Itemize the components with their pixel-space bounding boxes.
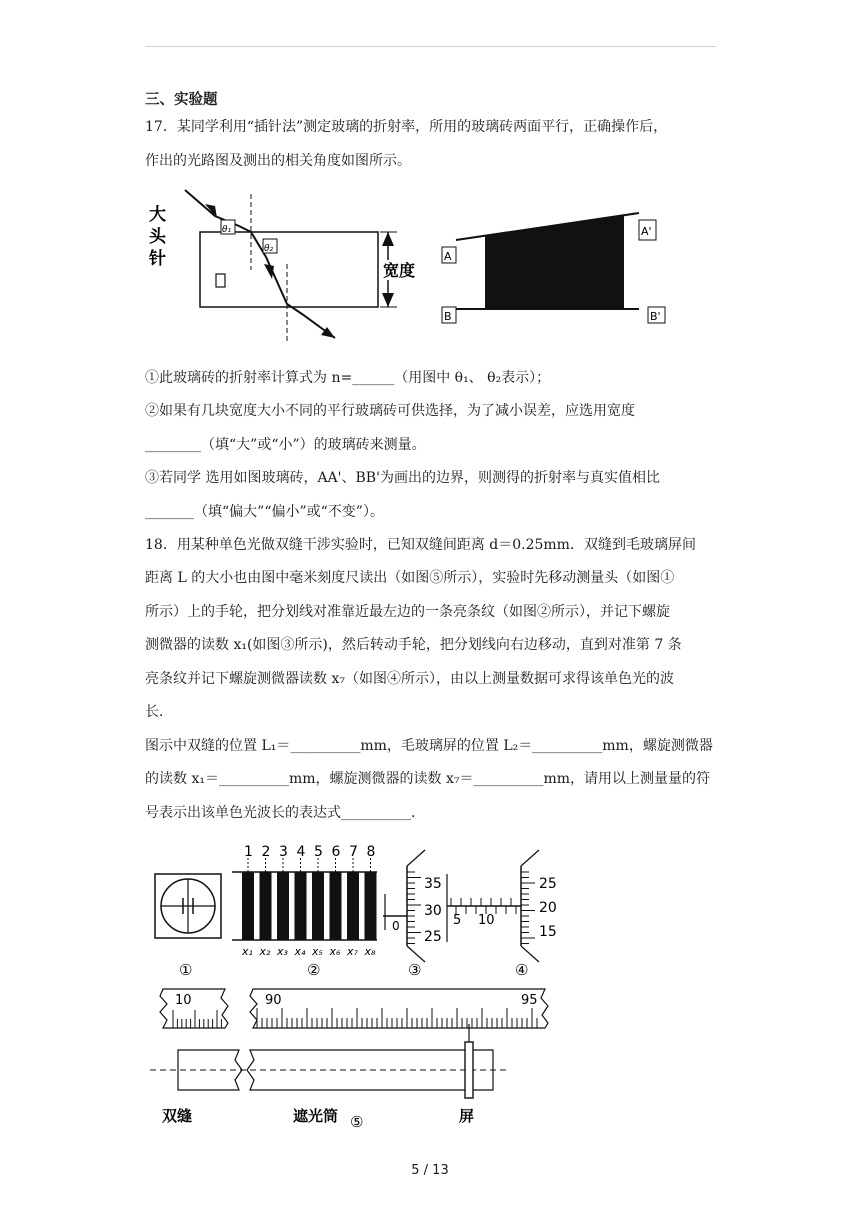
fig3-main-0: 0	[392, 919, 400, 933]
fig3-tick-35: 35	[424, 876, 442, 892]
pin-label-2: 头	[149, 227, 166, 247]
fringe-x-label-8: x₈	[364, 945, 376, 958]
fringe-x-label-5: x₅	[312, 945, 323, 958]
q18-line-3: 所示）上的手轮，把分划线对准靠近最左边的一条亮条纹（如图②所示），并记下螺旋	[145, 604, 670, 620]
ruler-main-segment	[250, 989, 548, 1028]
fig4-main-5: 5	[453, 913, 462, 928]
label-B-prime: B'	[650, 310, 661, 323]
q18-interference-figure	[145, 838, 565, 1133]
fringe-x-label-7: x₇	[347, 945, 358, 958]
label-A: A	[444, 250, 452, 263]
screen-plate	[465, 1042, 473, 1098]
fig2-fringes	[241, 844, 377, 958]
q18-line-2: 距离 L 的大小也由图中毫米刻度尺读出（如图⑤所示），实验时先移动测量头（如图①	[145, 570, 675, 586]
q17-item-1: ①此玻璃砖的折射率计算式为 n=______（用图中 θ₁、 θ₂表示）；	[145, 370, 551, 386]
ruler-ticks	[173, 1008, 537, 1028]
fringe-number-7: 7	[349, 844, 358, 860]
fig3-thimble-ticks	[407, 872, 421, 944]
fig3-thimble-top	[407, 850, 425, 866]
fringe-number-8: 8	[366, 844, 376, 860]
q17-item-2b: ________（填“大”或“小”）的玻璃砖来测量。	[145, 437, 426, 453]
pin-label-1: 大	[149, 205, 166, 225]
fringe-x-label-2: x₂	[259, 945, 271, 958]
fringe-number-5: 5	[314, 844, 323, 860]
ray-arrow-1	[205, 204, 217, 218]
fringe-1	[242, 872, 254, 940]
ruler-label-10: 10	[175, 993, 192, 1008]
fringe-7	[347, 872, 359, 940]
q17-boundary-figure	[436, 205, 666, 325]
header-rule	[145, 46, 716, 47]
ray-arrow-2	[264, 264, 274, 279]
ruler-left-segment	[160, 989, 228, 1028]
width-arrow-bottom	[382, 293, 394, 307]
fringe-3	[277, 872, 289, 940]
fig4-thimble-top	[521, 850, 539, 866]
fig3-thimble-bottom	[407, 946, 425, 962]
q18-line-5: 亮条纹并记下螺旋测微器读数 x₇（如图④所示），由以上测量数据可求得该单色光的波	[145, 671, 674, 687]
ruler-label-90: 90	[265, 993, 282, 1008]
label-screen: 屏	[459, 1107, 475, 1125]
glass-block	[200, 232, 378, 307]
q17-item-2: ②如果有几块宽度大小不同的平行玻璃砖可供选择，为了减小误差，应选用宽度	[145, 403, 635, 419]
pin-label-3: 针	[149, 249, 166, 269]
q17-item-3: ③若同学 选用如图玻璃砖，AA'、BB'为画出的边界，则测得的折射率与真实值相比	[145, 470, 660, 486]
label-double-slit: 双缝	[162, 1107, 193, 1125]
fringe-number-4: 4	[296, 844, 306, 860]
fig4-thimble-ticks	[521, 872, 535, 944]
label-light-tube: 遮光筒	[293, 1107, 339, 1125]
q18-line-6: 长．	[145, 704, 173, 720]
fringe-6	[330, 872, 342, 940]
fringe-4	[295, 872, 307, 940]
fringe-x-label-4: x₄	[294, 945, 306, 958]
pin-marker	[216, 274, 225, 287]
panel-label-2: ②	[307, 961, 321, 979]
fig4-thimble-bottom	[521, 946, 539, 962]
section-title: 三、实验题	[145, 91, 218, 108]
width-arrow-top	[382, 232, 394, 246]
q18-line-1: 18．用某种单色光做双缝干涉实验时，已知双缝间距离 d＝0.25mm．双缝到毛玻璃屏间	[145, 537, 696, 553]
glass-block-dark	[485, 215, 624, 309]
panel-label-3: ③	[408, 961, 422, 979]
fig3-tick-30: 30	[424, 903, 442, 919]
fig4-tick-20: 20	[539, 900, 557, 916]
label-A-prime: A'	[641, 225, 652, 238]
q17-line-1: 17．某同学利用“插针法”测定玻璃的折射率，所用的玻璃砖两面平行，正确操作后，	[145, 119, 668, 135]
fig3-tick-25: 25	[424, 929, 442, 945]
theta2-label: θ₂	[264, 244, 274, 254]
label-B: B	[444, 310, 452, 323]
fringe-2	[260, 872, 272, 940]
panel-label-1: ①	[179, 961, 193, 979]
q18-line-4: 测微器的读数 x₁(如图③所示)，然后转动手轮，把分划线向右边移动，直到对准第 7 条	[145, 637, 682, 653]
width-label: 宽度	[383, 261, 416, 280]
q17-light-path-figure	[145, 182, 435, 352]
fringe-x-label-3: x₃	[277, 945, 288, 958]
ruler-label-95: 95	[521, 993, 538, 1008]
panel-label-4: ④	[515, 961, 529, 979]
q17-item-3b: _______（填“偏大”“偏小”或“不变”）。	[145, 504, 384, 520]
q18-line-8: 的读数 x₁＝__________mm，螺旋测微器的读数 x₇＝__________mm，请用以上测量量的符	[145, 771, 711, 787]
q18-line-7: 图示中双缝的位置 L₁＝__________mm，毛玻璃屏的位置 L₂＝__________mm，螺旋测微器	[145, 738, 713, 754]
q17-line-2: 作出的光路图及测出的相关角度如图所示。	[145, 153, 411, 169]
fig4-tick-25: 25	[539, 876, 557, 892]
theta1-label: θ₁	[222, 225, 232, 235]
fringe-x-label-6: x₆	[329, 945, 341, 958]
panel-label-5: ⑤	[350, 1113, 364, 1131]
fringe-8	[365, 872, 377, 940]
fringe-number-2: 2	[261, 844, 271, 860]
q18-line-9: 号表示出该单色光波长的表达式__________．	[145, 805, 425, 821]
fig4-tick-15: 15	[539, 924, 557, 940]
light-ray	[185, 190, 335, 338]
fig4-main-10: 10	[478, 913, 495, 928]
fringe-x-label-1: x₁	[242, 945, 253, 958]
page-number: 5 / 13	[411, 1163, 449, 1178]
fringe-number-6: 6	[331, 844, 341, 860]
fringe-5	[312, 872, 324, 940]
fringe-number-1: 1	[244, 844, 253, 860]
fringe-number-3: 3	[279, 844, 288, 860]
